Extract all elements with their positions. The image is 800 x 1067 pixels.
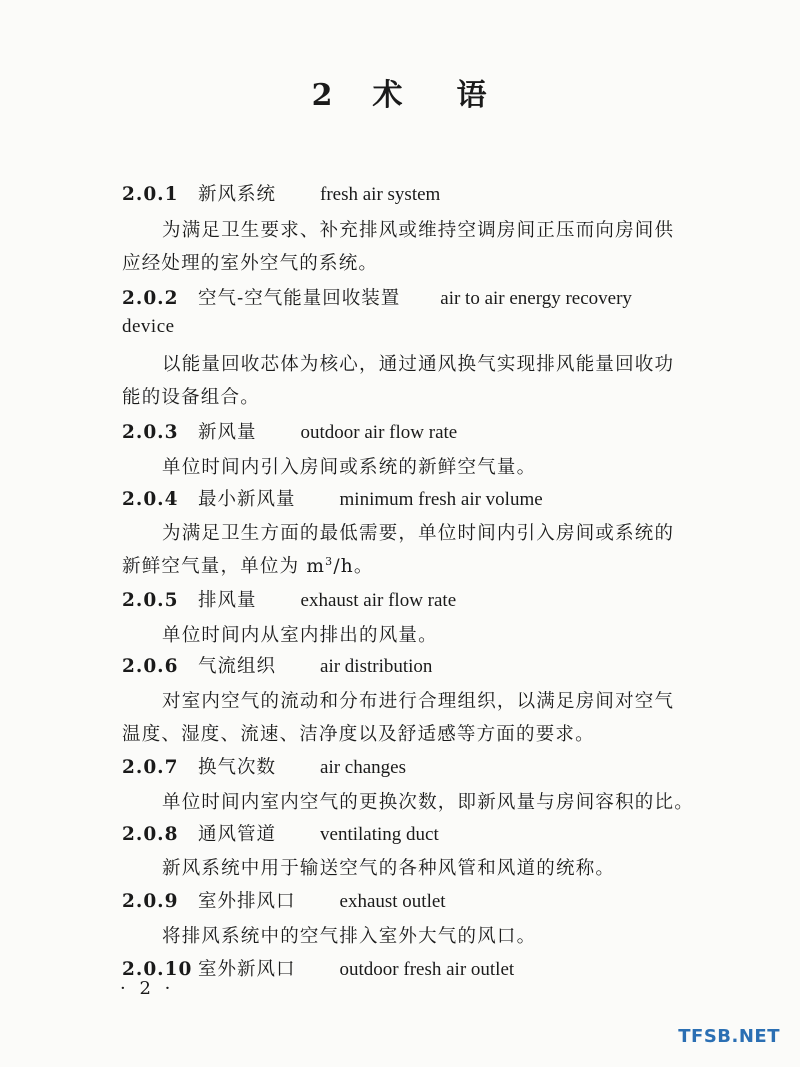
definition-unit: /h。 (333, 556, 374, 577)
term-english: air distribution (320, 656, 433, 677)
chapter-title-char-1: 术 (372, 78, 405, 113)
term-code: 2.0.4 (122, 489, 179, 510)
term-english-cont: device (122, 316, 175, 337)
chapter-title-char-2: 语 (456, 78, 489, 113)
term-definition: 以能量回收芯体为核心，通过通风换气实现排风能量回收功 (162, 354, 675, 375)
term-definition: 为满足卫生方面的最低需要，单位时间内引入房间或系统的 (162, 523, 675, 544)
term-code: 2.0.9 (122, 891, 179, 912)
term-definition: 单位时间内从室内排出的风量。 (162, 625, 438, 646)
term-definition: 新风系统中用于输送空气的各种风管和风道的统称。 (162, 858, 616, 879)
chapter-number: 2 (311, 78, 335, 113)
term-2-0-2 (122, 284, 632, 310)
term-english: fresh air system (320, 184, 441, 205)
term-2-0-9 (122, 887, 446, 913)
term-english: exhaust outlet (339, 891, 446, 912)
term-chinese: 通风管道 (198, 824, 277, 845)
term-code: 2.0.1 (122, 184, 179, 205)
term-chinese: 换气次数 (198, 757, 277, 778)
superscript-three: 3 (325, 554, 334, 568)
term-english: exhaust air flow rate (300, 590, 457, 611)
term-definition: 为满足卫生要求、补充排风或维持空调房间正压而向房间供 (162, 220, 675, 241)
term-chinese: 空气-空气能量回收装置 (198, 288, 401, 309)
term-chinese: 室外排风口 (198, 891, 296, 912)
term-2-0-7 (122, 753, 406, 779)
term-definition-cont: 应经处理的室外空气的系统。 (122, 253, 379, 274)
term-definition-cont: 能的设备组合。 (122, 387, 260, 408)
term-english: outdoor fresh air outlet (339, 959, 515, 980)
term-definition: 单位时间内室内空气的更换次数，即新风量与房间容积的比。 (162, 792, 694, 813)
term-code: 2.0.8 (122, 824, 179, 845)
term-2-0-8 (122, 820, 439, 846)
term-chinese: 室外新风口 (198, 959, 296, 980)
term-code: 2.0.5 (122, 590, 179, 611)
term-definition: 对室内空气的流动和分布进行合理组织，以满足房间对空气 (162, 691, 675, 712)
term-code: 2.0.2 (122, 288, 179, 309)
term-english: air to air energy recovery (440, 288, 632, 309)
term-chinese: 新风系统 (198, 184, 277, 205)
term-english: outdoor air flow rate (300, 422, 458, 443)
term-code: 2.0.3 (122, 422, 179, 443)
term-definition-cont: 温度、湿度、流速、洁净度以及舒适感等方面的要求。 (122, 724, 595, 745)
page-number: · 2 · (120, 978, 175, 999)
term-english: minimum fresh air volume (339, 489, 543, 510)
term-2-0-3 (122, 418, 457, 444)
term-2-0-4 (122, 485, 543, 511)
term-code: 2.0.7 (122, 757, 179, 778)
term-2-0-6 (122, 652, 432, 678)
site-watermark: TFSB.NET (678, 1026, 780, 1047)
term-chinese: 新风量 (198, 422, 257, 443)
term-definition-cont (122, 552, 374, 578)
term-2-0-5 (122, 586, 456, 612)
term-definition: 将排风系统中的空气排入室外大气的风口。 (162, 926, 537, 947)
term-2-0-10 (122, 955, 514, 981)
term-english: air changes (320, 757, 406, 778)
term-chinese: 排风量 (198, 590, 257, 611)
term-chinese: 最小新风量 (198, 489, 296, 510)
term-chinese: 气流组织 (198, 656, 277, 677)
term-code: 2.0.6 (122, 656, 179, 677)
term-definition: 单位时间内引入房间或系统的新鲜空气量。 (162, 457, 537, 478)
chapter-title (0, 70, 800, 114)
term-2-0-1 (122, 180, 440, 206)
term-english: ventilating duct (320, 824, 439, 845)
definition-text: 新鲜空气量，单位为 m (122, 556, 326, 577)
term-code: 2.0.10 (122, 959, 193, 980)
